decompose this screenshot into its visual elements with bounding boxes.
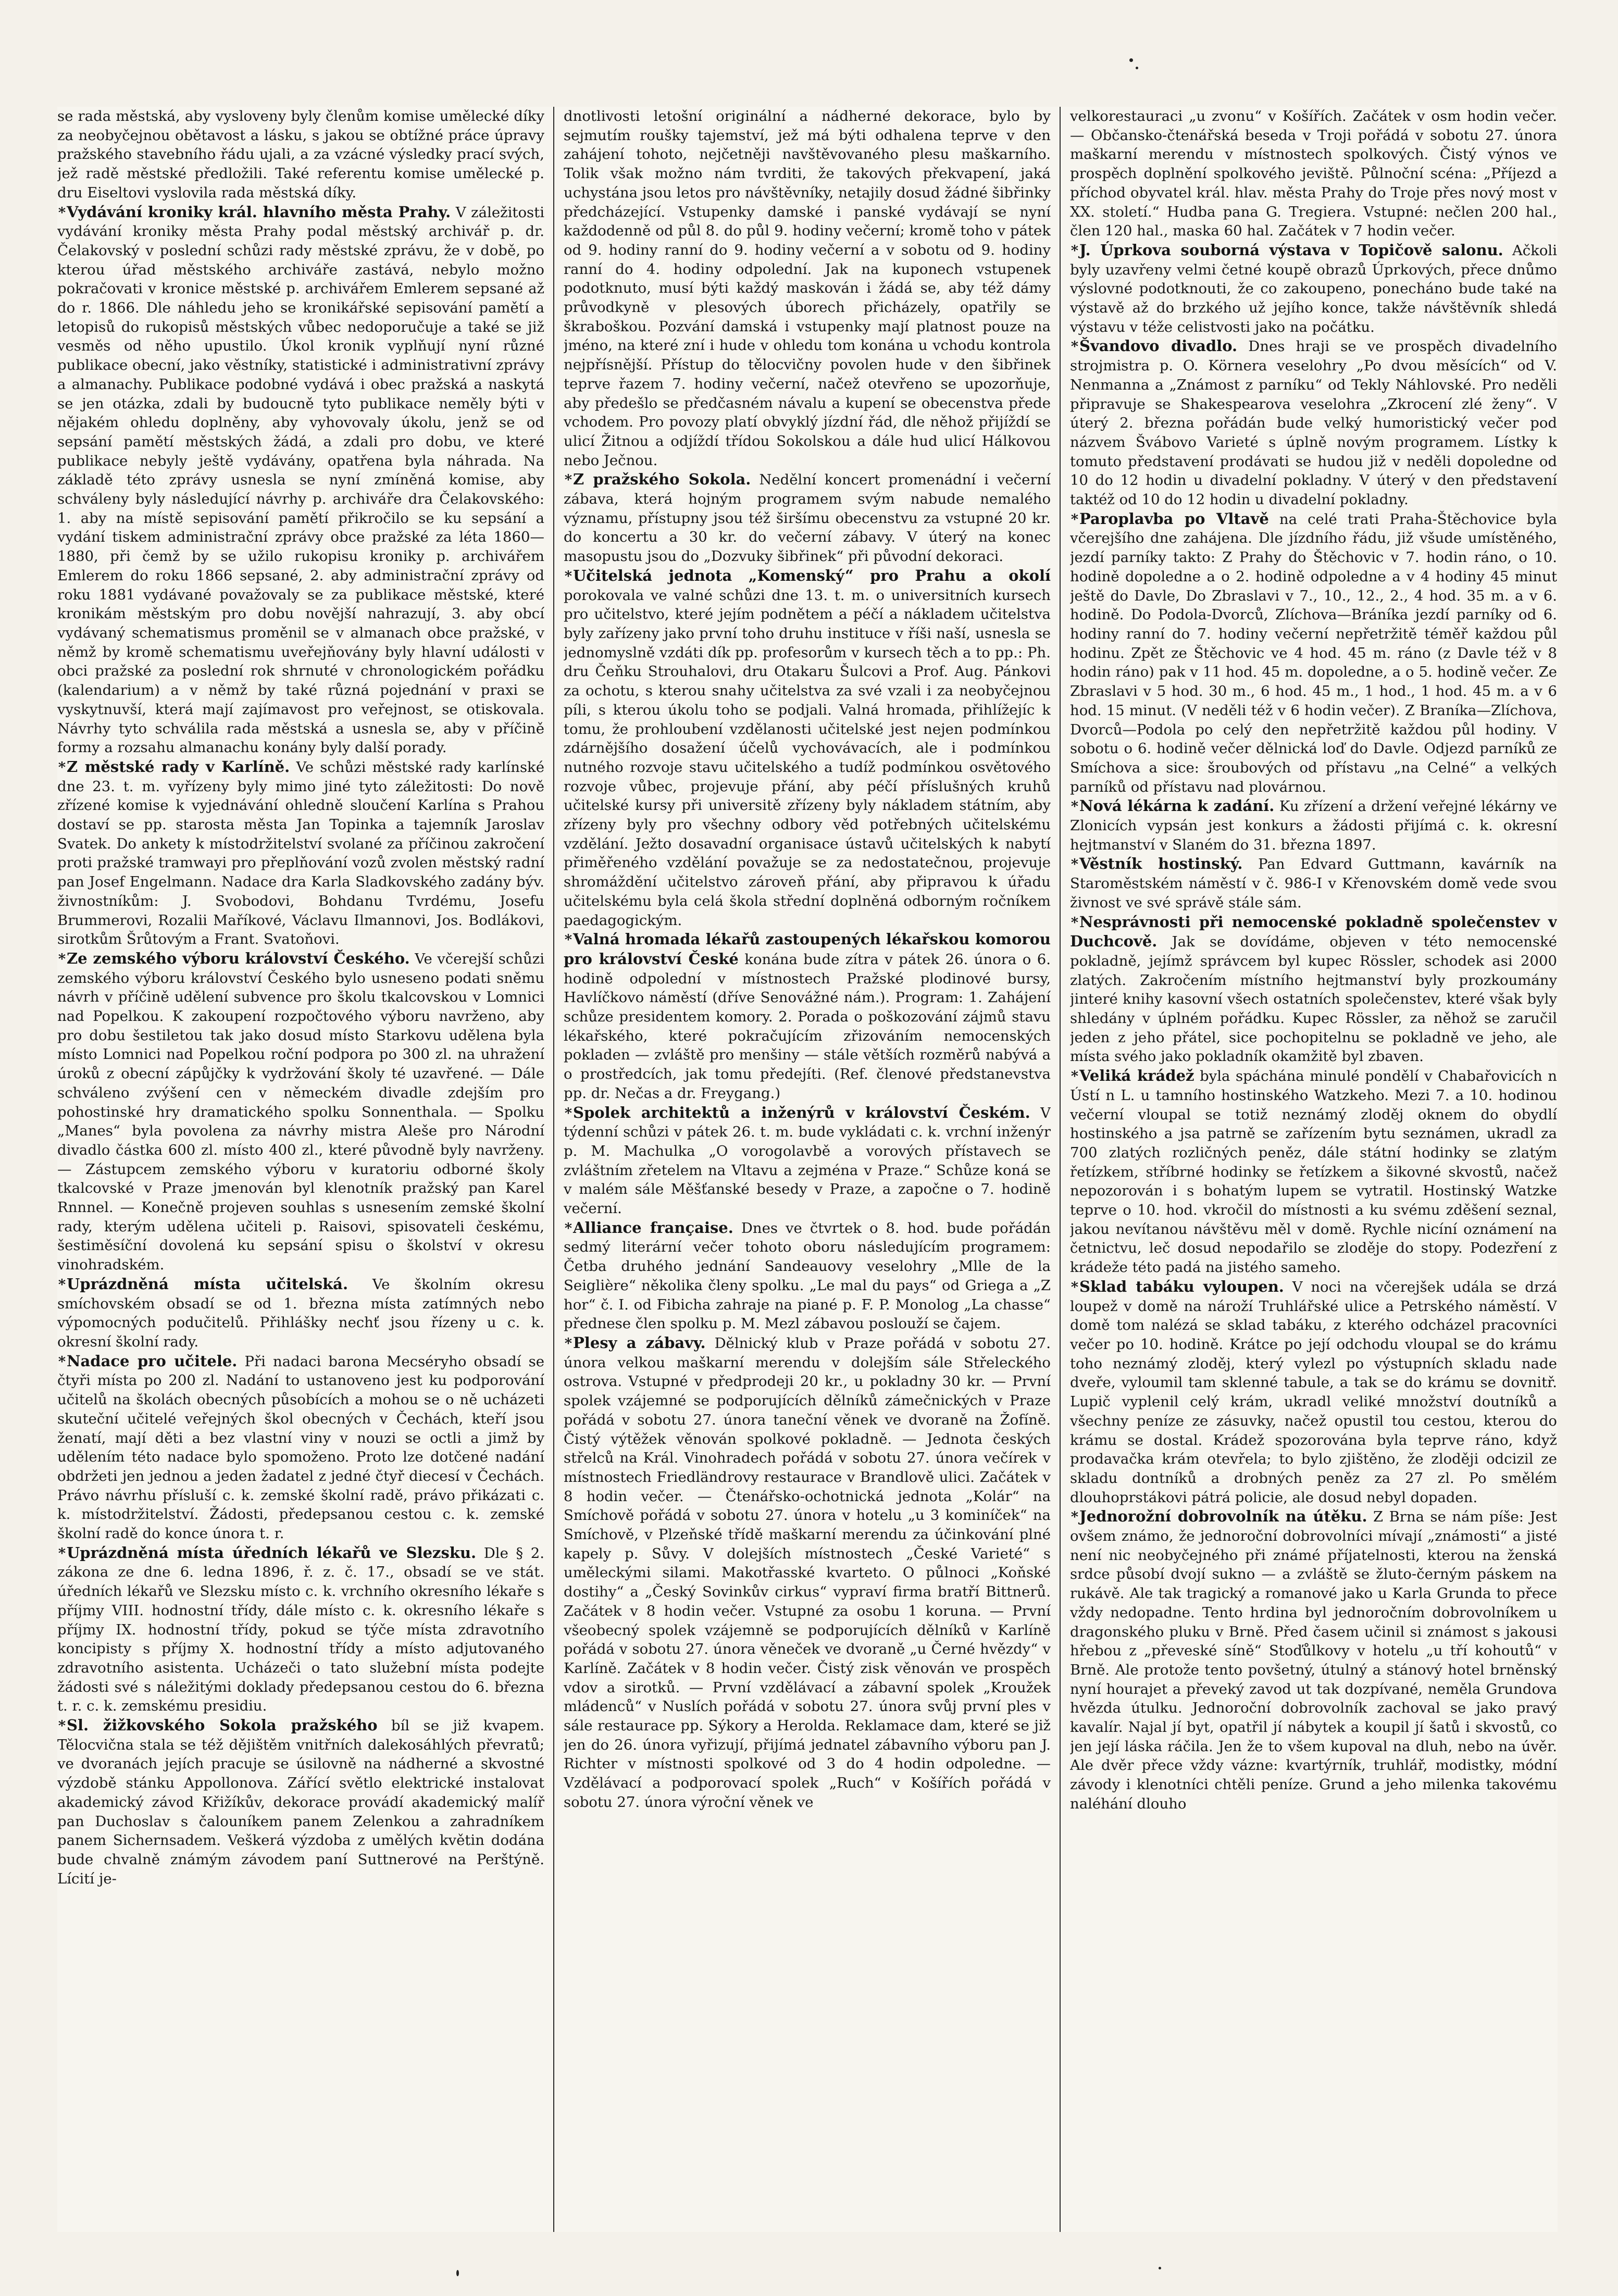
asterisk-icon: * bbox=[58, 1276, 66, 1293]
article-text: Ve školním okresu smíchovském obsadí se od 1. března místa zatímných nebo výpomocných podučitelů. Přihlášky nechť jsou řízeny u c. k. okresní školní rady. bbox=[57, 1276, 544, 1350]
asterisk-icon: * bbox=[1071, 242, 1079, 259]
asterisk-icon: * bbox=[58, 758, 66, 776]
article-headline: Paroplavba po Vltavě bbox=[1079, 509, 1269, 528]
article bbox=[564, 1103, 1051, 1218]
article-headline: Valná hromada lékařů zastoupených lékařskou komorou pro království České bbox=[564, 930, 1051, 968]
article-headline: Uprázdněná místa úředních lékařů ve Slezsku. bbox=[67, 1543, 477, 1562]
article-headline: Nová lékárna k zadání. bbox=[1079, 797, 1275, 815]
asterisk-icon: * bbox=[564, 567, 572, 584]
article-continuation bbox=[1070, 107, 1557, 241]
article-headline: Uprázdněná místa učitelská. bbox=[67, 1275, 349, 1293]
article-text: porokovala ve valné schůzi dne 13. t. m. o universitních kursech pro učitelstvo, které jejím podnětem a péčí a nákladem učitelstva byly zařízeny jako první toho druhu instituce v říši naší, usnesla se jednomyslně vzdáti dík pp. profesorům v kursech těch a to pp.: Ph. dru Čeňku Strouhalovi, dru Otakaru Šulcovi a Prof. Aug. Pánkovi za ochotu, s kterou snahy učitelstva za své vzali i za neobyčejnou píli, s kterou úkolu toho se podjali. Valná hromada, přihlížejíc k tomu, že prohloubení vzdělanosti učitelské jest nejen podmínkou zdárnějšího dosažení účelů vychovávacích, ale i podmínkou nutného rozvoje stavu učitelského a tudíž podmínkou osvětového rozvoje vůbec, projevuje přání, aby péčí příslušných kruhů učitelské kursy při universitě zřízeny byly nákladem státním, aby zřízeny byly pro všechny odbory věd potřebných učitelskému vzdělání. Ježto dosavadní organisace ústavů učitelských k nabytí přiměřeného vzdělání považuje se za nedostatečnou, projevuje shromáždění učitelstvo zároveň přání, aby připravou k úřadu učitelskému byla celá škola střední doplněná odborným ročníkem paedagogickým. bbox=[564, 587, 1051, 929]
asterisk-icon: * bbox=[1071, 1068, 1079, 1085]
article-text: velkorestauraci „u zvonu“ v Košířích. Začátek v osm hodin večer. — Občansko-čtenářská beseda v Troji pořádá v sobotu 27. února maškarní merendu v místnostech spolkových. Čistý výnos ve prospěch doplnění spolkového jeviště. Půlnoční scéna: „Příjezd a příchod obyvatel král. hlav. města Prahy do Troje přes nový most v XX. století.“ Hudba pana G. Tregiera. Vstupné: nečlen 200 hal., člen 120 hal., maska 60 hal. Začátek v 7 hodin večer. bbox=[1070, 108, 1557, 240]
article-headline: Veliká krádež bbox=[1079, 1067, 1194, 1085]
article-headline: Sl. žižkovského Sokola pražského bbox=[67, 1716, 378, 1735]
asterisk-icon: * bbox=[564, 1104, 572, 1121]
article bbox=[564, 470, 1051, 566]
asterisk-icon: * bbox=[58, 950, 66, 967]
article-text: dnotlivosti letošní originální a nádherné dekorace, bylo by sejmutím roušky tajemství, jež má býti odhalena teprve v den zahájení tohoto, nejčetněji navštěvovaného plesu maškarního. Tolik však možno nám tvrditi, že takových překvapení, jaká uchystána jsou letos pro návštěvníky, netajily dosud žádné šibřinky předcházející. Vstupenky damské i panské vydávají se nyní každodenně od půl 8. do půl 9. hodiny večerní; kromě toho v pátek od 9. hodiny ranní do 9. hodiny večerní a v sobotu od 9. hodiny ranní do 4. hodiny odpolední. Jak na kuponech vstupenek podotknuto, musí býti každý maskován i žádá se, aby též dámy průvodkyně v plesových úborech přicházely, opatřily se škraboškou. Pozvání damská i vstupenky mají platnost pouze na jméno, na které zní i hude v ohledu tom konána u vchodu kontrola nejpřísnější. Přístup do tělocvičny povolen hude v den šibřinek teprve řazem 7. hodiny večerní, načež otevřeno se upozorňuje, aby předešlo se předčasném návalu a kupení se obecenstva přede vchodem. Pro povozy platí obvyklý jízdní řád, dle něhož přijíždí se ulicí Žitnou a odjíždí třídou Sokolskou a dále hud ulicí Hálkovou nebo Ječnou. bbox=[564, 108, 1051, 469]
asterisk-icon: * bbox=[564, 931, 572, 949]
article-headline: Vydávání kroniky král. hlavního města Prahy. bbox=[67, 203, 451, 221]
article bbox=[1070, 1507, 1557, 1813]
article-text: V záležitosti vydávání kroniky města Prahy podal městský archivář p. dr. Čelakovský v poslední schůzi rady městské zprávu, že v době, po kterou úřad městského archiváře zastává, nebylo možno pokračovati v kronice městské p. archivářem Emlerem sepsané až do r. 1866. Dle náhledu jeho se kronikářské sepisování pamětí a letopisů do rukopisů městských vůbec nedoporučuje a také se již vesměs od něho upustilo. Úkol kronik vyplňují nyní různé publikace obecní, jako věstníky, statistické i administrativní zprávy a almanachy. Publikace podobné vydává i obec pražská a naskytá se jen otázka, zdali by budoucně tyto publikace neměly býti v nějakém ohledu doplněny, aby vyhovovaly úkolu, jenž se od sepsání pamětí městských žádá, a zdali pro dobu, ve které publikace nebyly ještě vydávány, opatřena byla náhrada. Na základě této zprávy usnesla se nyní zmíněná komise, aby schváleny byly následující návrhy p. archiváře dra Čelakovského: 1. aby na místě sepisování pamětí přikročilo se ku sepsání a vydání tiskem administrační zprávy obce pražské za léta 1860—1880, při čemž by se užilo rukopisu kroniky p. archivářem Emlerem do roku 1866 sepsané, 2. aby administrační zprávy od roku 1881 vydávané považovaly se za publikace městské, které kronikám městským pro dobu novější nahrazují, 3. aby obcí vydávaný schematismus proměnil se v almanach obce pražské, v němž by kromě schematismu uveřejňovány byly hlavní události v obci pražské za poslední rok shrnuté v chronologickém pořádku (kalendarium) a v němž by také různá pojednání v praxi se vyskytnuvší, která mají zajímavost pro veřejnost, se otiskovala. Návrhy tyto schválila rada městská a usnesla se, aby v příčině formy a rozsahu almanachu konány byly další porady. bbox=[57, 204, 544, 756]
print-speck bbox=[1159, 2267, 1161, 2269]
article bbox=[564, 1333, 1051, 1812]
asterisk-icon: * bbox=[564, 1335, 572, 1352]
article bbox=[1070, 336, 1557, 509]
article-text: se rada městská, aby vysloveny byly členům komise umělecké díky za neobyčejnou obětavost a lásku, s jakou se obtížné práce úpravy pražského stavebního řádu ujali, a za vzácné výsledky prací svých, jež radě městské předložili. Také referentu komise umělecké p. dru Eiseltovi vyslovila rada městská díky. bbox=[57, 108, 544, 201]
article-text: Z Brna se nám píše: Jest ovšem známo, že jednoroční dobrovolníci mívají „známosti“ a jisté není nic neobyčejného při známé příjatelnosti, kterou na ženská srdce působí dvojí sukno — a zvláště se žluto-černým páskem na rukávě. Ale tak tragický a romanové jako u Karla Grunda to přece vždy nedopadne. Tento hrdina byl jednoročním dobrovolníkem u dragonského pluku v Brně. Před časem učinil si známost s jakousi hřebou z „převeské síně“ Stoďůlkovy v hotelu „u tří kohoutů“ v Brně. Ale protože tento povšetný, útulný a stánový hotel brněnský nyní hourajet a převeký zavod ut tak dozpívané, neměla Grundova hvězda útulku. Jednoroční dobrovolník zachoval se jako pravý kavalír. Najal jí byt, opatřil jí nábytek a koupil jí šatů i skvostů, co jen její láska ráčila. Jen že to všem kupoval na dluh, nebo na úvěr. Ale dvěr přece vždy vázne: kvartýrník, truhlář, modistky, módní závody i klenotníci chtěli peníze. Grund a jeho milenka takovému naléhání dlouho bbox=[1070, 1508, 1557, 1812]
article-headline: Z pražského Sokola. bbox=[573, 470, 751, 489]
article-text: Nedělní koncert promenádní i večerní zábava, která hojným programem svým nabude nemalého významu, přístupny jsou též širšímu obecenstvu za vstupné 20 kr. do koncertu a 30 kr. do večerní zábavy. V úterý na konec masopustu jsou do „Dozvuky šibřinek“ při původní dekoraci. bbox=[564, 471, 1051, 565]
asterisk-icon: * bbox=[564, 471, 572, 489]
article-text: konána bude zítra v pátek 26. února o 6. hodině odpolední v místnostech Pražské plodinové bursy, Havlíčkovo náměstí (dříve Senovážné nám.). Program: 1. Zahájení schůze presidentem komory. 2. Porada o poškozování zájmů stavu lékařského, které pokračujícím zřizováním nemocenských pokladen — zvláště pro menšiny — stále větších rozměrů nabývá a o prostředcích, jak tomu předejíti. (Ref. členové předstanevstva pp. dr. Nečas a dr. Freygang.) bbox=[564, 951, 1051, 1102]
asterisk-icon: * bbox=[1071, 1508, 1079, 1526]
article-headline: Alliance française. bbox=[573, 1218, 733, 1237]
article bbox=[57, 949, 544, 1275]
article bbox=[1070, 1277, 1557, 1507]
article-text: Ačkoli byly uzavřeny velmi četné koupě obrazů Úprkových, přece dnůmo výslovné podotknouti, že co zakoupeno, ponecháno bude také na výstavě až do brzkého už jejího konce, takže návštěvník shledá výstavu v téže celistvosti jako na počátku. bbox=[1070, 242, 1557, 335]
asterisk-icon: * bbox=[1071, 914, 1079, 931]
article bbox=[57, 757, 544, 949]
article-headline: Švandovo divadlo. bbox=[1079, 337, 1238, 355]
asterisk-icon: * bbox=[58, 204, 66, 221]
asterisk-icon: * bbox=[1071, 798, 1079, 815]
article-text: Dle § 2. zákona ze dne 6. ledna 1896, ř. z. č. 17., obsadí se ve stát. úředních lékařů ve Slezsku místo c. k. vrchního okresního lékaře s příjmy VIII. hodnostní třídy, dále místo c. k. okresního lékaře s příjmy IX. hodnostní třídy, pokud se týče místa zdravotního koncipisty s příjmy X. hodnostní třídy a místo adjutovaného zdravotního asistenta. Ucházeči o tato služební místa podejte žádosti své s náležitými doklady předepsanou cestou do 6. března t. r. c. k. zemskému presidiu. bbox=[57, 1544, 544, 1715]
article bbox=[1070, 854, 1557, 912]
article-headline: Jednorožní dobrovolník na útěku. bbox=[1079, 1507, 1367, 1526]
article bbox=[564, 566, 1051, 930]
article-text: byla spáchána minulé pondělí v Chabařovicích n Ústí n L. u tamního hostinského Watzkeho. Mezi 7. a 10. hodinou večerní vloupal se totiž neznámý zloděj oknem do obydlí hostinského a jsa patrně se zařízením bytu seznámen, ukradl za 700 zlatých rozličných peněz, dále státní hodinky se zlatým řetízkem, stříbrné hodinky se řetízkem a šikovné skvostů, načež nepozorován i s bohatým lupem se vytratil. Hostinský Watzke teprve o 10. hod. vkročil do místnosti a ku svému zděšení seznal, jakou nevítanou návštěvu měl v domě. Rychle nicíní oznámení na četnictvu, leč dosud nepodařilo se zloděje do stopy. Podezření z krádeže této padá na jistého sameho. bbox=[1070, 1068, 1557, 1276]
article-text: V noci na včerejšek udála se drzá loupež v domě na nároží Truhlářské ulice a Petrského náměstí. V domě tom nalézá se sklad tabáku, z kterého odcházel pracovníci večer po 10. hodině. Krátce po její odchodu vloupal se do krámu toho neznámý zloděj, který vylezl po výstupních skladu nade dveře, vyloumil tam sklenné tabule, a tak se do krámu se dovnitř. Lupič vyplenil celý krám, ukradl veliké množství doutníků a všechny peníze ze zásuvky, načež opustil tou cestou, kterou do krámu se dostal. Krádež spozorována byla teprve ráno, když prodavačka krám otevřela; to bylo zjištěno, že zloději odcizil ze skladu dontníků a drobných peněz za 27 zl. Po smělém dlouhoprstákovi pátrá policie, ale dosud nebyl dopaden. bbox=[1070, 1278, 1557, 1506]
article-headline: Učitelská jednota „Komenský“ pro Prahu a okolí bbox=[573, 566, 1051, 584]
article bbox=[57, 1275, 544, 1352]
asterisk-icon: * bbox=[58, 1717, 66, 1735]
column-divider bbox=[1060, 107, 1061, 2232]
print-speck bbox=[1136, 67, 1138, 69]
print-speck bbox=[456, 2270, 459, 2276]
article bbox=[57, 1543, 544, 1716]
article bbox=[1070, 509, 1557, 797]
asterisk-icon: * bbox=[58, 1544, 66, 1562]
asterisk-icon: * bbox=[1071, 338, 1079, 355]
article bbox=[57, 1716, 544, 1888]
article bbox=[57, 203, 544, 757]
article-text: Ve včerejší schůzi zemského výboru království Českého bylo usneseno podati sněmu návrh v příčině udělení subvence pro školu tkalcovskou v Lomnici nad Popelkou. K zakoupení rozpočtového výboru navrženo, aby pro dobu šestiletou tak jako dosud místo Starkovu udělena byla místo Lomnici nad Popelkou roční podpora po 300 zl. na uhražení úroků z obecní zápůjčky k vydržování školy té uzavřené. — Dále schváleno zvýšení cen v německém divadle zdejším pro pohostinské hry dramatického spolku Sonnenthala. — Spolku „Manes“ byla povolena za návrhy mistra Aleše pro Národní divadlo částka 600 zl. místo 400 zl., které původně byly navrženy. — Zástupcem zemského výboru v kuratoriu odborné školy tkalcovské v Praze jmenován byl klenotník pražský pan Karel Rnnnel. — Konečně projeven souhlas s usnesením zemské školní rady, kterým udělena učiteli p. Raisovi, spisovateli českému, šestiměsíční dovolená ku sepsání spisu o školství v okresu vinohradském. bbox=[57, 950, 544, 1274]
article-text: Dělnický klub v Praze pořádá v sobotu 27. února velkou maškarní merendu v dolejším sále Střeleckého ostrova. Vstupné v předprodeji 20 kr., u pokladny 30 kr. — První spolek vzájemné se podporujících dělníků zámečnických v Praze pořádá v sobotu 27. února taneční věnek ve dvoraně na Žofíně. Čistý výtěžek věnován spolkové pokladně. — Jednota českých střelců na Král. Vinohradech pořádá v sobotu 27. února večírek v místnostech Friedländrovy restaurace v Brandlově ulici. Začátek v 8 hodin večer. — Čtenářsko-ochotnická jednota „Kolár“ na Smíchově pořádá v sobotu 27. února v hotelu „u 3 kominíček“ na Smíchově, v Plzeňské třídě maškarní merendu za účinkování plné kapely p. Sůvy. V dolejších místnostech „České Varieté“ s uměleckými silami. Makotřasské kvarteto. O půlnoci „Koňské dostihy“ a „Český Sovinkův cirkus“ vypraví firma bratří Bittnerů. Začátek v 8 hodin večer. Vstupné za osobu 1 koruna. — První všeobecný spolek vzájemně se podporujících dělníků v Karlíně pořádá v sobotu 27. února věneček ve dvoraně „u Černé hvězdy“ v Karlíně. Začátek v 8 hodin večer. Čistý zisk věnován ve prospěch vdov a sirotků. — První vzdělávací a zábavní spolek „Kroužek mládenců“ v Nuslích pořádá v sobotu 27. února svůj první ples v sále restaurace pp. Sýkory a Herolda. Reklamace dam, které se již jen do 26. února vyřizují, přijímá jednatel zábavního výboru pan J. Richter v místnosti spolkové od 3 do 4 hodin odpoledne. — Vzdělávací a podporovací spolek „Ruch“ v Košířích pořádá v sobotu 27. února výroční věnek ve bbox=[564, 1335, 1051, 1811]
column-1 bbox=[57, 107, 544, 2232]
asterisk-icon: * bbox=[58, 1353, 66, 1370]
article-headline: Nesprávnosti při nemocenské pokladně společenstev v Duchcově. bbox=[1070, 913, 1557, 951]
article-headline: Plesy a zábavy. bbox=[573, 1334, 706, 1352]
article-text: na celé trati Praha-Štěchovice byla včerejšího dne zahájena. Dle jízdního řádu, již všude umístěného, jezdí parníky takto: Z Prahy do Štěchovic v 7. hodin ráno, o 10. hodině dopoledne a o 2. hodině odpoledne a v 4 hodiny 45 minut ještě do Davle, Do Zbraslavi v 7., 10., 12., 2., 4 hod. 35 m. a v 6. hodině. Do Podola-Dvorců, Zlíchova—Bráníka jezdí parníky od 6. hodiny ranní do 7. hodiny večerní nepřetržitě téměř každou půl hodinu. Zpět ze Štěchovic ve 4 hod. 45 m. ráno (z Davle též v 8 hodin ráno) pak v 11 hod. 45 m. dopoledne, a o 5. hodině večer. Ze Zbraslavi v 5 hod. 30 m., 6 hod. 45 m., 1 hod., 1 hod. 45 m. a v 6 hod. 15 minut. (V neděli též v 6 hodin večer). Z Braníka—Zlíchova, Dvorců—Podola po celý den nepřetržitě každou půl hodiny. V sobotu o 6. hodině večer dělnická loď do Davle. Odjezd parníků ze Smíchova a sice: šroubových od přístavu „na Celné“ a velkých parníků od přístavu nad plovárnou. bbox=[1070, 510, 1557, 795]
article-continuation bbox=[57, 107, 544, 203]
article-text: Ve schůzi městské rady karlínské dne 23. t. m. vyřízeny byly mimo jiné tyto záležitosti: Do nově zřízené komise k vyjednávání ohledně sloučení Karlína s Prahou dostaví se pp. starosta města Jan Topinka a tajemník Jaroslav Svatek. Do ankety k místodržitelství svolané za příčinou zakročení proti pražské tramwayi pro přeplňování vozů zvolen městský radní pan Josef Engelmann. Nadace dra Karla Sladkovského zadány býv. živnostníkům: J. Svobodovi, Bohdanu Tvrdému, Josefu Brummerovi, Rozalii Maříkové, Václavu Ilmannovi, Jos. Bodlákovi, sirotkům Šrůtovým a Frant. Svatoňovi. bbox=[57, 758, 544, 948]
article bbox=[564, 930, 1051, 1103]
asterisk-icon: * bbox=[1071, 1278, 1079, 1295]
article bbox=[1070, 913, 1557, 1067]
article-headline: J. Úprkova souborná výstava v Topičově salonu. bbox=[1079, 241, 1503, 259]
article-headline: Spolek architektů a inženýrů v království Českém. bbox=[573, 1103, 1030, 1121]
article-continuation bbox=[564, 107, 1051, 470]
article-headline: Ze zemského výboru království Českého. bbox=[67, 949, 410, 967]
article-text: Pan Edvard Guttmann, kavárník na Staroměstském náměstí v č. 986-I v Křenovském domě vede svou živnost ve své správě stále sám. bbox=[1070, 856, 1557, 911]
print-speck bbox=[1129, 58, 1133, 62]
article-headline: Sklad tabáku vyloupen. bbox=[1079, 1277, 1284, 1295]
asterisk-icon: * bbox=[564, 1219, 572, 1237]
article-text: Jak se dovídáme, objeven v této nemocenské pokladně, jejímž správcem byl kupec Rössler, schodek asi 2000 zlatých. Zakročením místního hejtmanství byly prozkoumány jinteré knihy kasovní všech ostatních společenstev, které však byly shledány v úplném pořádku. Kupec Rössler, za něhož se zaručil jeden z jeho přátel, sice pochopitelnu se pokladně ve jeho, ale místa svého jako pokladník okamžitě byl zbaven. bbox=[1070, 933, 1557, 1065]
article-headline: Nadace pro učitele. bbox=[67, 1352, 238, 1370]
column-2 bbox=[564, 107, 1051, 2232]
article-headline: Věstník hostinský. bbox=[1079, 855, 1243, 873]
article-text: Při nadaci barona Mecséryho obsadí se čtyři místa po 200 zl. Nadání to ustanoveno jest ku podporování učitelů na školách obecných působících a mohou se o ně ucházeti skuteční učitelé veřejných škol obecných v Čechách, kteří jsou ženatí, mají děti a bez vlastní viny v nouzi se octli a jimž by udělením této nadace bylo spomoženo. Proto lze dotčené nadání obdržeti jen jednou a jeden žadatel z jedné čtyř diecesí v Čechách. Právo návrhu přísluší c. k. zemské školní radě, právo přikázati c. k. místodržitelství. Žádosti, předepsanou cestou c. k. zemské školní radě do konce února t. r. bbox=[57, 1353, 544, 1542]
newspaper-page bbox=[57, 107, 1558, 2232]
article-text: Ku zřízení a držení veřejné lékárny ve Zlonicích vypsán jest konkurs a žádosti přijímá c. k. okresní hejtmanství v Slaném do 31. března 1897. bbox=[1070, 798, 1557, 853]
article bbox=[57, 1352, 544, 1543]
article bbox=[1070, 796, 1557, 854]
article-text: Dnes ve čtvrtek o 8. hod. bude pořádán sedmý literární večer tohoto oboru následujícím programem: Četba druhého jednání Sandeauovy veselohry „Mlle de la Seiglière“ několika členy spolku. „Le mal du pays“ od Griega a „Z hor“ č. I. od Fibicha zahraje na piané p. F. P. Monolog „La chasse“ přednese člen spolku p. M. Mezl zábavou poslouží se čajem. bbox=[564, 1219, 1051, 1332]
article bbox=[1070, 1066, 1557, 1277]
asterisk-icon: * bbox=[1071, 510, 1079, 528]
article bbox=[564, 1218, 1051, 1333]
column-3 bbox=[1070, 107, 1557, 2232]
article-text: bíl se již kvapem. Tělocvična stala se též dějištěm vnitřních dalekosáhlých převratů; ve dvoranách jejích pracuje se úsilovně na nádherné a skvostné výzdobě stánku Appollonova. Zářící světlo elektrické instalovat akademický závod Křižíkův, dekorace provádí akademický malíř pan Duchoslav s čalouníkem panem Zelenkou a zahradníkem panem Sichernsadem. Veškerá výzdoba z umělých květin dodána bude chvalně známým závodem paní Suttnerové na Perštýně. Lícití je- bbox=[57, 1717, 544, 1887]
column-divider bbox=[553, 107, 554, 2232]
article-headline: Z městské rady v Karlíně. bbox=[67, 757, 290, 776]
article-text: Dnes hraji se ve prospěch divadelního strojmistra p. O. Körnera veselohry „Po dvou měsících“ od V. Nenmanna a „Známost z parníku“ od Tekly Náhlovské. Pro neděli připravuje se Shakespearova veselohra „Zkrocení zlé ženy“. V úterý 2. března pořádán bude velký humoristický večer pod názvem Švábovo Varieté s úplně novým programem. Lístky k tomuto představení prodávati se hudou již v neděli dopoledne od 10 do 12 hodin u divadelní pokladny. V úterý v den představení taktéž od 10 do 12 hodin u divadelní pokladny. bbox=[1070, 338, 1557, 508]
asterisk-icon: * bbox=[1071, 856, 1079, 873]
article-text: V týdenní schůzi v pátek 26. t. m. bude vykládati c. k. vrchní inženýr p. M. Machulka „O vorogolavbě a vorových přístavech se zvláštním zřetelem na Vltavu a zejména v Praze.“ Schůze koná se v malém sále Měšťanské besedy v Praze, a započne o 7. hodině večerní. bbox=[564, 1104, 1051, 1217]
article bbox=[1070, 241, 1557, 337]
